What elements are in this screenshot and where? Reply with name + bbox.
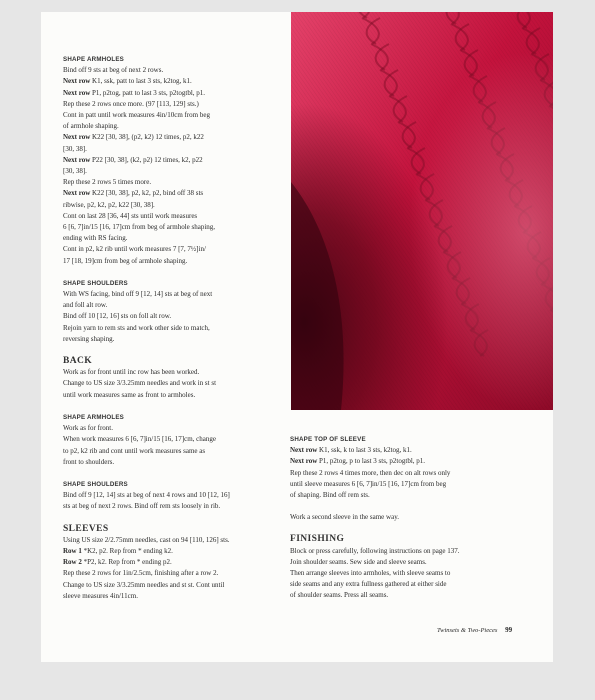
row-label: Next row <box>63 133 91 142</box>
instruction-line <box>63 490 291 501</box>
row-label: Row 2 <box>63 558 82 567</box>
instruction-text: of armhole shaping. <box>63 122 119 131</box>
instruction-text: Rep these 2 rows once more. (97 [113, 129] sts.) <box>63 99 199 108</box>
instruction-text: ending with RS facing. <box>63 234 128 243</box>
instruction-line <box>63 88 291 99</box>
instruction-line <box>63 367 291 378</box>
section-body <box>290 512 530 523</box>
instruction-line <box>290 490 530 501</box>
instruction-line <box>63 591 291 602</box>
instruction-line <box>63 300 291 311</box>
section-body <box>63 367 291 401</box>
instruction-text: Then arrange sleeves into armholes, with sleeve seams to <box>290 569 451 578</box>
instruction-line <box>63 244 291 255</box>
instruction-text: 17 [18, 19]cm from beg of armhole shaping. <box>63 256 188 265</box>
instruction-text: until work measures same as front to armholes. <box>63 390 196 399</box>
instruction-text: Cont on last 28 [36, 44] sts until work measures <box>63 211 198 220</box>
instruction-text: Work as for front. <box>63 424 113 433</box>
instruction-text: and foll alt row. <box>63 301 108 310</box>
instruction-text: sleeve measures 4in/11cm. <box>63 591 138 600</box>
section-body <box>63 289 291 345</box>
instruction-line <box>290 557 530 568</box>
instruction-line <box>63 99 291 110</box>
instruction-line <box>290 546 530 557</box>
instruction-text: of shoulder seams. Press all seams. <box>290 591 389 600</box>
instruction-text: Work a second sleeve in the same way. <box>290 513 399 522</box>
instruction-text: Cont in patt until work measures 4in/10cm from beg <box>63 111 210 120</box>
instruction-text: Join shoulder seams. Sew side and sleeve seams. <box>290 557 427 566</box>
left-column <box>63 54 291 613</box>
instruction-line <box>63 568 291 579</box>
instruction-line <box>63 390 291 401</box>
instruction-text: reversing shaping. <box>63 334 115 343</box>
instruction-text: Change to US size 3/3.25mm needles and st st. Cont until <box>63 580 225 589</box>
instruction-text: Rep these 2 rows 5 times more. <box>63 178 152 187</box>
instruction-text: Bind off 10 [12, 16] sts on foll alt row. <box>63 312 172 321</box>
section-heading: SHAPE ARMHOLES <box>63 56 125 63</box>
instruction-line <box>63 144 291 155</box>
section-body <box>63 65 291 267</box>
instruction-line <box>63 256 291 267</box>
instruction-line <box>290 568 530 579</box>
section-body <box>290 546 530 602</box>
instruction-line <box>63 501 291 512</box>
instruction-text: Rep these 2 rows 4 times more, then dec on alt rows only <box>290 468 451 477</box>
section-heading: SLEEVES <box>63 523 109 534</box>
instruction-line <box>63 76 291 87</box>
section-body <box>63 423 291 468</box>
section-shape-shoulders-back <box>63 479 291 513</box>
section-finishing <box>290 534 530 601</box>
instruction-line <box>63 110 291 121</box>
instruction-text: P1, p2tog, p to last 3 sts, p2togtbl, p1. <box>317 457 426 466</box>
section-heading: BACK <box>63 356 93 367</box>
instruction-line <box>63 378 291 389</box>
instruction-line <box>63 233 291 244</box>
page-number: 99 <box>505 626 513 634</box>
instruction-line <box>290 590 530 601</box>
section-second-sleeve <box>290 512 530 523</box>
instruction-line <box>63 457 291 468</box>
section-sleeves <box>63 524 291 602</box>
cable-knit-image <box>291 12 553 410</box>
instruction-line <box>290 479 530 490</box>
section-heading: SHAPE SHOULDERS <box>63 279 128 287</box>
section-shape-top-of-sleeve <box>290 434 530 501</box>
instruction-text: With WS facing, bind off 9 [12, 14] sts at beg of next <box>63 290 213 299</box>
instruction-text: *P2, k2. Rep from * ending p2. <box>81 558 172 567</box>
instruction-text: P1, p2tog, patt to last 3 sts, p2togtbl, p1. <box>90 88 206 97</box>
instruction-text: of shaping. Bind off rem sts. <box>290 491 370 500</box>
instruction-text: Cont in p2, k2 rib until work measures 7 [7, 7½]in/ <box>63 245 206 254</box>
row-label: Next row <box>63 77 91 86</box>
instruction-line <box>63 580 291 591</box>
row-label: Row 1 <box>63 546 82 555</box>
instruction-line <box>63 446 291 457</box>
instruction-text: *K2, p2. Rep from * ending k2. <box>81 546 173 555</box>
instruction-line <box>290 512 530 523</box>
section-shape-armholes-front <box>63 54 291 267</box>
row-label: Next row <box>290 446 318 455</box>
instruction-text: until sleeve measures 6 [6, 7]in/15 [16, 17]cm from beg <box>290 479 447 488</box>
instruction-text: When work measures 6 [6, 7]in/15 [16, 17]cm, change <box>63 435 216 444</box>
instruction-line <box>290 456 530 467</box>
instruction-line <box>63 557 291 568</box>
instruction-text: [30, 38]. <box>63 167 87 176</box>
running-title: Twinsets & Two-Pieces <box>437 627 498 634</box>
instruction-line <box>63 311 291 322</box>
sweater-detail-photo <box>291 12 553 410</box>
instruction-line <box>63 535 291 546</box>
instruction-text: P22 [30, 38], (k2, p2) 12 times, k2, p22 <box>90 155 203 164</box>
row-label: Next row <box>63 155 91 164</box>
section-heading: SHAPE ARMHOLES <box>63 413 125 421</box>
section-heading: FINISHING <box>290 534 345 545</box>
instruction-text: Bind off 9 sts at beg of next 2 rows. <box>63 66 164 75</box>
instruction-line <box>290 579 530 590</box>
instruction-text: K22 [30, 38], p2, k2, p2, bind off 38 sts <box>90 189 204 198</box>
instruction-text: K1, ssk, patt to last 3 sts, k2tog, k1. <box>90 77 192 86</box>
instruction-line <box>63 334 291 345</box>
book-page <box>41 12 553 662</box>
section-shape-shoulders-front <box>63 278 291 345</box>
right-column <box>290 434 530 613</box>
instruction-text: to p2, k2 rib and cont until work measures same as <box>63 446 206 455</box>
instruction-line <box>63 289 291 300</box>
section-body <box>63 490 291 512</box>
section-shape-armholes-back <box>63 412 291 468</box>
instruction-text: front to shoulders. <box>63 457 115 466</box>
row-label: Next row <box>290 457 318 466</box>
instruction-line <box>63 155 291 166</box>
section-body <box>290 445 530 501</box>
instruction-line <box>63 434 291 445</box>
instruction-text: Block or press carefully, following instructions on page 137. <box>290 546 460 555</box>
instruction-line <box>63 200 291 211</box>
instruction-line <box>63 323 291 334</box>
instruction-line <box>63 222 291 233</box>
instruction-text: 6 [6, 7]in/15 [16, 17]cm from beg of armhole shaping, <box>63 223 216 232</box>
page-footer <box>437 626 512 634</box>
instruction-line <box>63 166 291 177</box>
instruction-text: Using US size 2/2.75mm needles, cast on 94 [110, 126] sts. <box>63 535 230 544</box>
instruction-text: Change to US size 3/3.25mm needles and work in st st <box>63 379 217 388</box>
instruction-line <box>63 546 291 557</box>
instruction-text: side seams and any extra fullness gathered at either side <box>290 580 447 589</box>
section-heading: SHAPE SHOULDERS <box>63 480 128 488</box>
instruction-line <box>290 468 530 479</box>
instruction-line <box>63 65 291 76</box>
instruction-line <box>63 121 291 132</box>
instruction-line <box>63 188 291 199</box>
instruction-text: Work as for front until inc row has been worked. <box>63 368 200 377</box>
instruction-text: ribwise, p2, k2, p2, k22 [30, 38]. <box>63 200 155 209</box>
instruction-text: [30, 38]. <box>63 144 87 153</box>
instruction-line <box>290 445 530 456</box>
instruction-line <box>63 177 291 188</box>
instruction-line <box>63 423 291 434</box>
instruction-text: K1, ssk, k to last 3 sts, k2tog, k1. <box>317 446 412 455</box>
instruction-text: Rep these 2 rows for 1in/2.5cm, finishing after a row 2. <box>63 569 219 578</box>
section-body <box>63 535 291 602</box>
instruction-text: sts at beg of next 2 rows. Bind off rem sts loosely in rib. <box>63 502 221 511</box>
row-label: Next row <box>63 189 91 198</box>
instruction-text: K22 [30, 38], (p2, k2) 12 times, p2, k22 <box>90 133 204 142</box>
instruction-text: Bind off 9 [12, 14] sts at beg of next 4 rows and 10 [12, 16] <box>63 491 230 500</box>
instruction-line <box>63 132 291 143</box>
instruction-text: Rejoin yarn to rem sts and work other side to match, <box>63 323 210 332</box>
section-heading: SHAPE TOP OF SLEEVE <box>290 436 366 443</box>
section-back <box>63 356 291 401</box>
row-label: Next row <box>63 88 91 97</box>
instruction-line <box>63 211 291 222</box>
